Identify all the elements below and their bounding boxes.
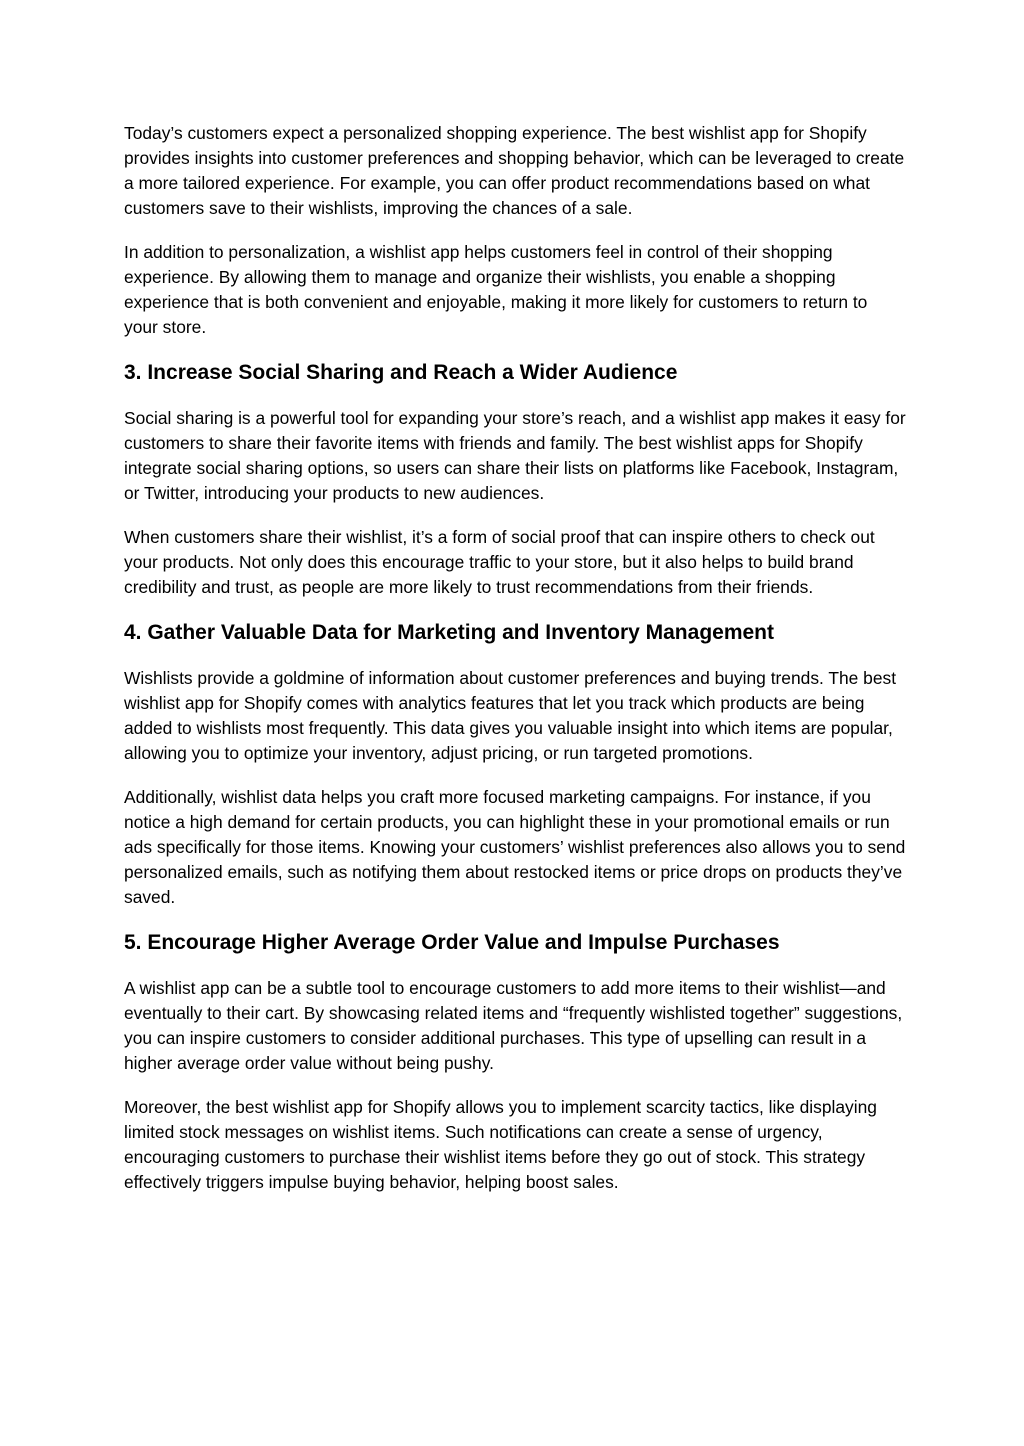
paragraph-analytics: Wishlists provide a goldmine of information about customer preferences and buying trends. The best wishlist app for Shopify comes with analytics features that let you track which products are being added to wishlists most frequently. This data gives you valuable insight into which items are popular, allowing you to optimize your inventory, adjust pricing, or run targeted promotions. [124,668,897,763]
paragraph-social-sharing: Social sharing is a powerful tool for expanding your store’s reach, and a wishlist app makes it easy for customers to share their favorite items with friends and family. The best wishlist apps for Shopify integrate social sharing options, so users can share their lists on platforms like Facebook, Instagram, or Twitter, introducing your products to new audiences. [124,408,906,503]
paragraph-upselling: A wishlist app can be a subtle tool to encourage customers to add more items to their wishlist—and eventually to their cart. By showcasing related items and “frequently wishlisted together” suggestions, you can inspire customers to consider additional purchases. This type of upselling can result in a higher average order value without being pushy. [124,978,903,1073]
paragraph-customer-control: In addition to personalization, a wishlist app helps customers feel in control of their shopping experience. By allowing them to manage and organize their wishlists, you enable a shopping experience that is both convenient and enjoyable, making it more likely for customers to return to your store. [124,242,868,337]
paragraph-scarcity: Moreover, the best wishlist app for Shopify allows you to implement scarcity tactics, like displaying limited stock messages on wishlist items. Such notifications can create a sense of urgency, encouraging customers to purchase their wishlist items before they go out of stock. This strategy effectively triggers impulse buying behavior, helping boost sales. [124,1097,877,1192]
section-heading-valuable-data: 4. Gather Valuable Data for Marketing and Inventory Management [124,621,774,644]
paragraph-personalization-insights: Today’s customers expect a personalized shopping experience. The best wishlist app for Shopify provides insights into customer preferences and shopping behavior, which can be leveraged to create a more tailored experience. For example, you can offer product recommendations based on what customers save to their wishlists, improving the chances of a sale. [124,123,905,218]
document-page [124,121,906,1214]
paragraph-social-proof: When customers share their wishlist, it’s a form of social proof that can inspire others to check out your products. Not only does this encourage traffic to your store, but it also helps to build brand credibility and trust, as people are more likely to trust recommendations from their friends. [124,527,875,597]
section-heading-social-sharing: 3. Increase Social Sharing and Reach a Wider Audience [124,361,678,384]
paragraph-marketing-campaigns: Additionally, wishlist data helps you craft more focused marketing campaigns. For instance, if you notice a high demand for certain products, you can highlight these in your promotional emails or run ads specifically for those items. Knowing your customers’ wishlist preferences also allows you to send personalized emails, such as notifying them about restocked items or price drops on products they’ve saved. [124,787,906,907]
section-heading-order-value: 5. Encourage Higher Average Order Value and Impulse Purchases [124,931,780,954]
